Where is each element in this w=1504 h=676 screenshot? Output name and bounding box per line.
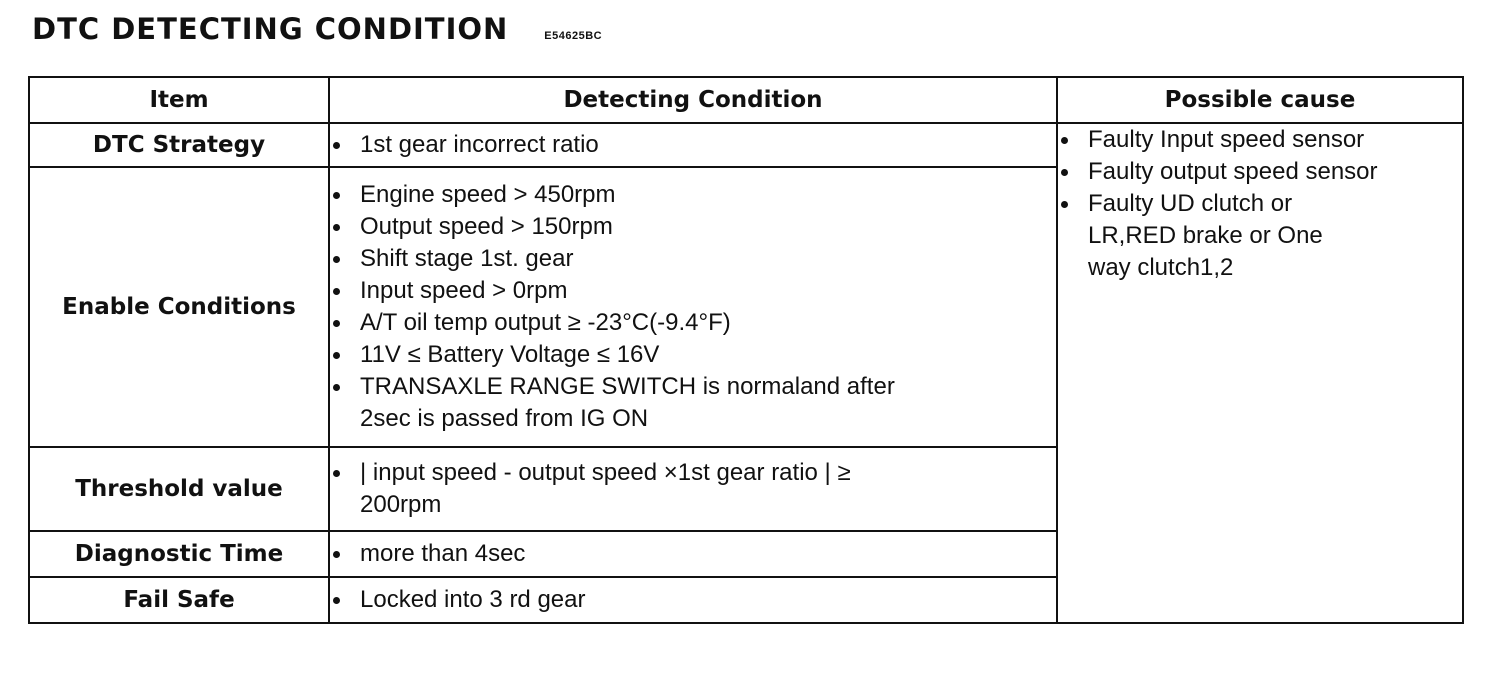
row-condition <box>329 167 1057 447</box>
row-item: Diagnostic Time <box>29 531 329 577</box>
header-item: Item <box>29 77 329 123</box>
list-item: Output speed > 150rpm <box>330 211 1056 243</box>
list-item: Shift stage 1st. gear <box>330 243 1056 275</box>
condition-list <box>330 457 1056 521</box>
row-condition <box>329 123 1057 167</box>
condition-list <box>330 179 1056 435</box>
header-cause: Possible cause <box>1057 77 1463 123</box>
row-item: Fail Safe <box>29 577 329 623</box>
header-condition: Detecting Condition <box>329 77 1057 123</box>
list-item: Faulty Input speed sensor <box>1058 124 1462 156</box>
list-item: more than 4sec <box>330 538 1056 570</box>
row-item: Threshold value <box>29 447 329 531</box>
list-item: Input speed > 0rpm <box>330 275 1056 307</box>
list-item: 1st gear incorrect ratio <box>330 129 1056 161</box>
row-condition <box>329 577 1057 623</box>
table-row <box>29 123 1463 167</box>
cause-list <box>1058 124 1462 284</box>
row-condition <box>329 531 1057 577</box>
header-row <box>29 77 1463 123</box>
list-item: Faulty UD clutch or LR,RED brake or One way clutch1,2 <box>1058 188 1328 284</box>
condition-list <box>330 538 1056 570</box>
row-item: DTC Strategy <box>29 123 329 167</box>
list-item: A/T oil temp output ≥ -23°C(-9.4°F) <box>330 307 1056 339</box>
list-item: Faulty output speed sensor <box>1058 156 1462 188</box>
list-item: TRANSAXLE RANGE SWITCH is normaland after 2sec is passed from IG ON <box>330 371 920 435</box>
row-condition <box>329 447 1057 531</box>
page-title: DTC DETECTING CONDITION <box>32 12 509 46</box>
condition-list <box>330 129 1056 161</box>
title-row <box>32 12 602 46</box>
row-item: Enable Conditions <box>29 167 329 447</box>
list-item: 11V ≤ Battery Voltage ≤ 16V <box>330 339 1056 371</box>
list-item: | input speed - output speed ×1st gear ratio | ≥ 200rpm <box>330 457 860 521</box>
list-item: Engine speed > 450rpm <box>330 179 1056 211</box>
possible-cause-cell <box>1057 123 1463 623</box>
list-item: Locked into 3 rd gear <box>330 584 1056 616</box>
dtc-table <box>28 76 1464 624</box>
figure-code: E54625BC <box>544 30 603 42</box>
condition-list <box>330 584 1056 616</box>
